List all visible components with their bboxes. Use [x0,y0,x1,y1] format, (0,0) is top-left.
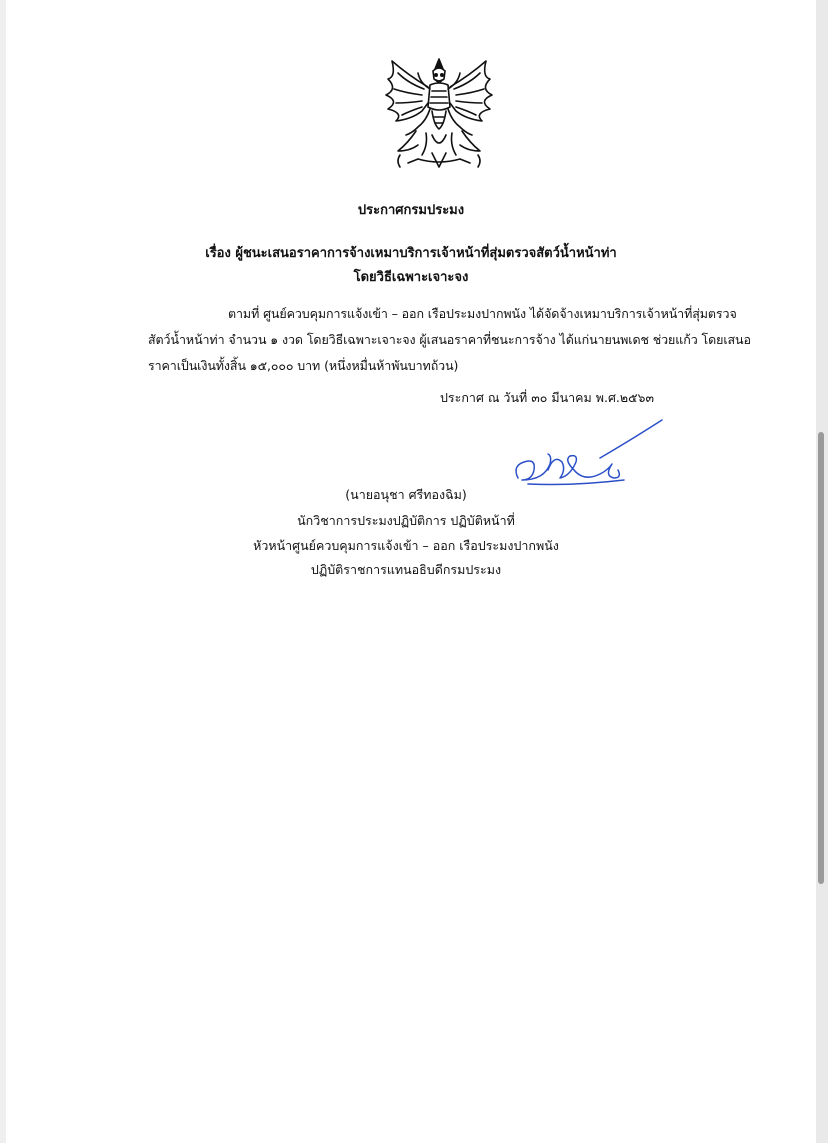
body-paragraph-line-3: ราคาเป็นเงินทั้งสิ้น ๑๕,๐๐๐ บาท (หนึ่งหมื่นห้าพันบาทถ้วน) [148,358,459,373]
signatory-position: นักวิชาการประมงปฏิบัติการ ปฏิบัติหน้าที่ [297,513,515,528]
body-paragraph-line-2: สัตว์น้ำหน้าท่า จำนวน ๑ งวด โดยวิธีเฉพาะเจาะจง ผู้เสนอราคาที่ชนะการจ้าง ได้แก่นายนพเดช ช่วยแก้ว โดยเสนอ [148,332,751,347]
garuda-emblem-icon [378,55,500,173]
vertical-scrollbar[interactable] [818,432,824,884]
signatory-acting: ปฏิบัติราชการแทนอธิบดีกรมประมง [310,562,502,577]
subject-line-1: เรื่อง ผู้ชนะเสนอราคาการจ้างเหมาบริการเจ้าหน้าที่สุ่มตรวจสัตว์น้ำหน้าท่า [205,246,617,261]
signatory-role: หัวหน้าศูนย์ควบคุมการแจ้งเข้า – ออก เรือประมงปากพนัง [253,538,559,553]
announce-date: ประกาศ ณ วันที่ ๓๐ มีนาคม พ.ศ.๒๕๖๓ [440,390,655,405]
subject-line-2: โดยวิธีเฉพาะเจาะจง [353,270,469,285]
body-paragraph-line-1: ตามที่ ศูนย์ควบคุมการแจ้งเข้า – ออก เรือประมงปากพนัง ได้จัดจ้างเหมาบริการเจ้าหน้าที่สุ่มตรวจ [228,306,737,321]
announcement-heading: ประกาศกรมประมง [357,203,465,218]
handwritten-signature [504,414,674,492]
signatory-name: (นายอนุชา ศรีทองฉิม) [345,487,467,502]
document-page [6,0,816,1143]
